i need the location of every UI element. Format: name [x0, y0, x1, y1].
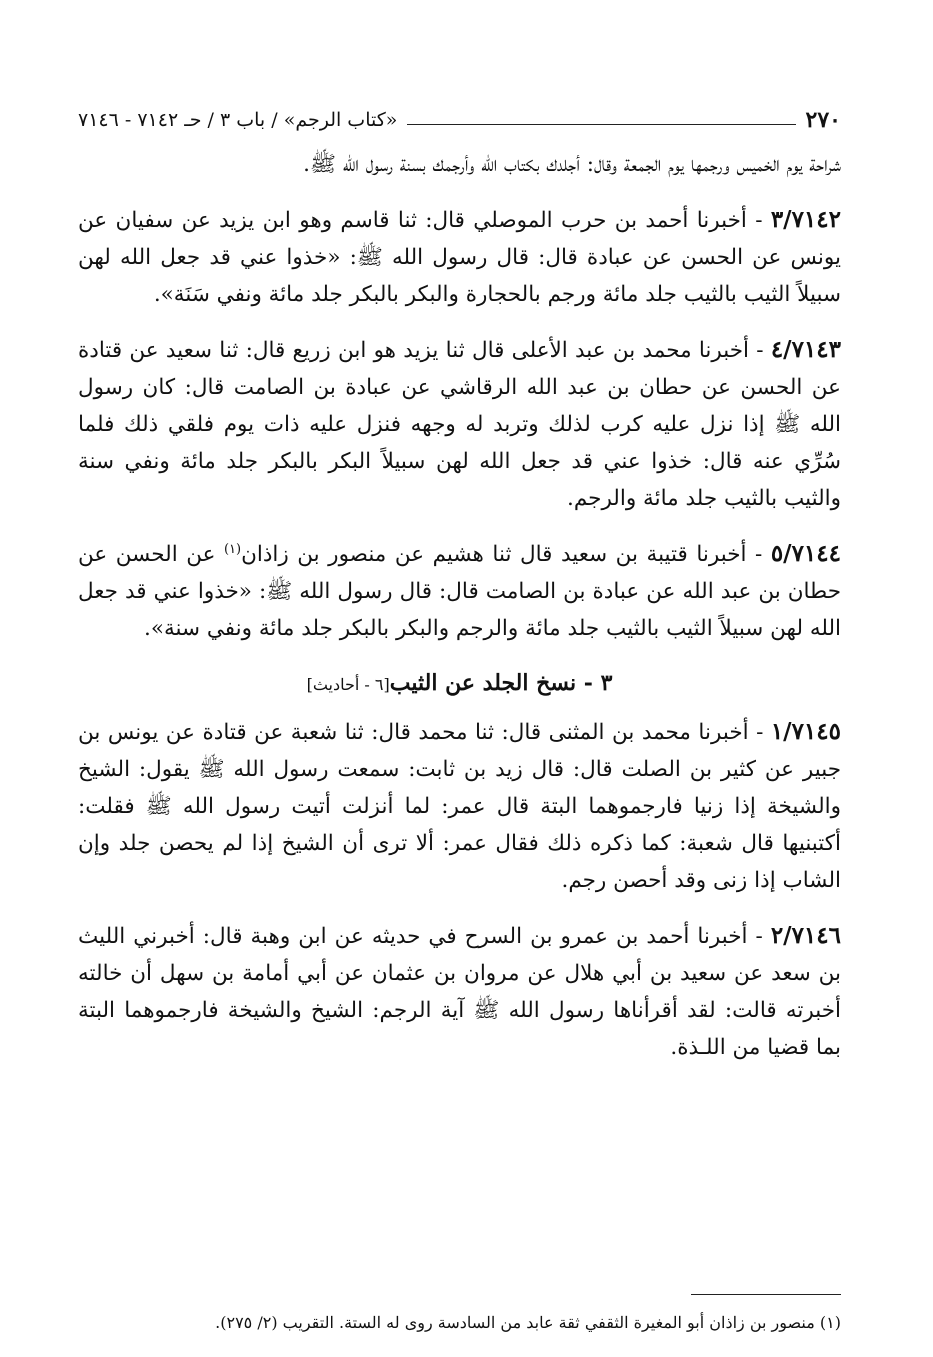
hadith-7145	[78, 713, 841, 899]
paragraph-text: شراحة يوم الخميس ورجمها يوم الجمعة وقال: أجلدك بكتاب الله وأرجمك بسنة رسول الله ﷺ.	[303, 152, 841, 177]
footnote-marker: (١)	[223, 541, 242, 557]
hadith-text: عن الحسن عن حطان بن عبد الله عن عبادة بن الصامت قال: قال رسول الله ﷺ: «خذوا عني قد جعل الله لهن سبيلاً الثيب بالثيب جلد مائة والرجم والبكر بالبكر جلد مائة ونفي سنة».	[78, 542, 841, 641]
hadith-text: - أخبرنا محمد بن المثنى قال: ثنا محمد قال: ثنا شعبة عن قتادة عن يونس بن جبير عن كثير بن الصلت قال: قال زيد بن ثابت: سمعت رسول الله ﷺ يقول: الشيخ والشيخة إذا زنيا فارجموهما البتة قال عمر: لما أنزلت أتيت رسول الله ﷺ فقلت: أكتبنيها قال شعبة: كما ذكره ذلك فقال عمر: ألا ترى أن الشيخ إذا لم يحصن جلد وإن الشاب إذا زنى وقد أحصن رجم.	[78, 720, 841, 893]
hadith-text: - أخبرنا أحمد بن حرب الموصلي قال: ثنا قاسم وهو ابن يزيد عن سفيان عن يونس عن الحسن عن عبادة قال: قال رسول الله ﷺ: «خذوا عني قد جعل الله لهن سبيلاً الثيب بالثيب جلد مائة ورجم بالحجارة والبكر بالبكر جلد مائة ونفي سَنَة».	[78, 208, 841, 307]
hadith-7144	[78, 535, 841, 647]
section-title: ٣ - نسخ الجلد عن الثيب	[389, 670, 613, 696]
hadith-text: - أخبرنا أحمد بن عمرو بن السرح في حديثه عن ابن وهبة قال: أخبرني الليث بن سعد عن سعيد بن أبي هلال عن مروان بن عثمان عن أبي أمامة بن سهل أن خالته أخبرته قالت: لقد أقرأناها رسول الله ﷺ آية الرجم: الشيخ والشيخة فارجموهما البتة بما قضيا من اللـذة.	[78, 924, 841, 1060]
hadith-number: ١/٧١٤٥	[770, 718, 841, 745]
paragraph-continuation	[78, 146, 841, 183]
hadith-text: - أخبرنا قتيبة بن سعيد قال ثنا هشيم عن منصور بن زاذان	[241, 542, 771, 567]
header-rule	[407, 124, 795, 125]
hadith-7143	[78, 331, 841, 517]
section-hadith-count: [٦ - أحاديث]	[306, 675, 390, 694]
hadith-7146	[78, 917, 841, 1066]
footnote-separator	[691, 1294, 841, 1295]
footnote: (١) منصور بن زاذان أبو المغيرة الثقفي ثقة عابد من السادسة روى له الستة. التقريب (٢/ ٢٧٥).	[215, 1313, 841, 1332]
hadith-number: ٢/٧١٤٦	[770, 922, 841, 949]
hadith-number: ٥/٧١٤٤	[770, 540, 841, 567]
hadith-number: ٣/٧١٤٢	[770, 206, 841, 233]
body-text	[78, 146, 841, 1084]
hadith-number: ٤/٧١٤٣	[770, 336, 841, 363]
page-number: ٢٧٠	[805, 107, 841, 133]
section-heading	[78, 665, 841, 703]
hadith-text: - أخبرنا محمد بن عبد الأعلى قال ثنا يزيد هو ابن زريع قال: ثنا سعيد عن قتادة عن الحسن عن حطان بن عبد الله الرقاشي عن عبادة بن الصامت قال: كان رسول الله ﷺ إذا نزل عليه كرب لذلك وتربد له وجهه فنزل عليه ذات يوم فلقي ذلك فلما سُرِّي عنه قال: خذوا عني قد جعل الله لهن سبيلاً البكر بالبكر جلد مائة ونفي سنة والثيب بالثيب جلد مائة والرجم.	[78, 338, 841, 511]
hadith-7142	[78, 201, 841, 313]
running-header-title: «كتاب الرجم» / باب ٣ / حـ ٧١٤٢ - ٧١٤٦	[78, 109, 398, 131]
running-header	[78, 100, 841, 140]
